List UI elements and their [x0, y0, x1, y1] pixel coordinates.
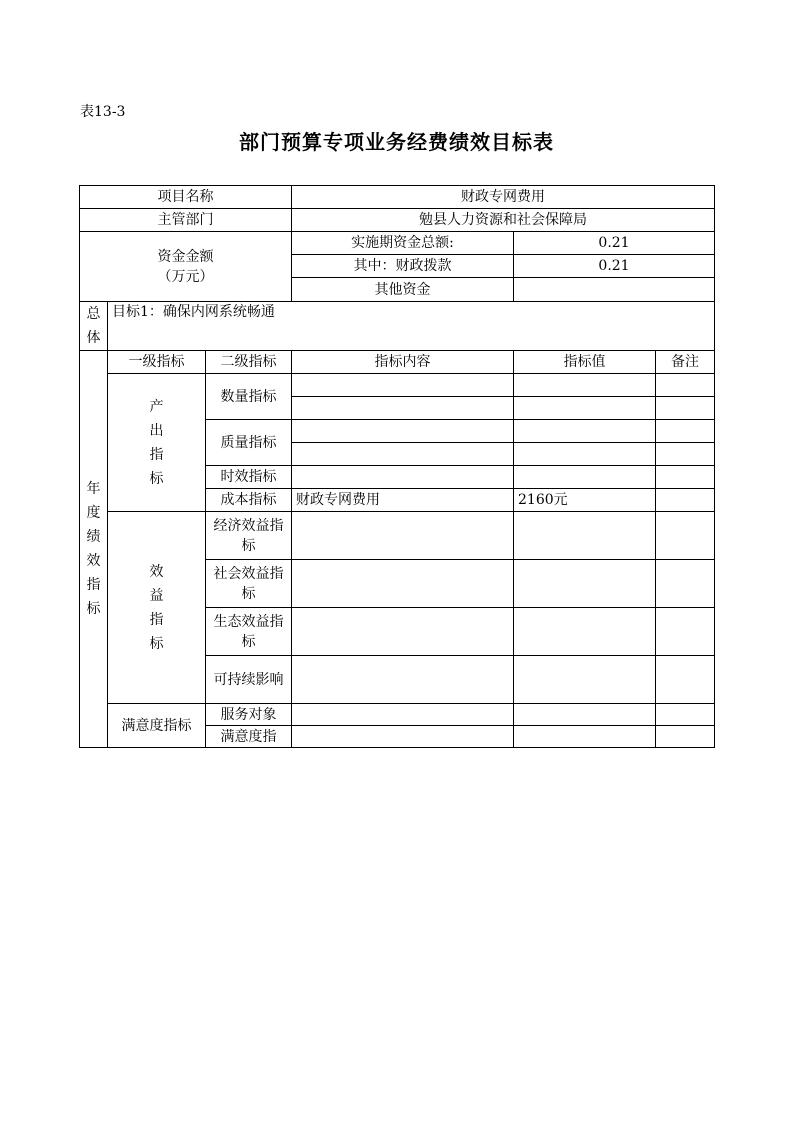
annual-indicator-cell: [80, 351, 108, 748]
table-row: [80, 374, 715, 397]
fund-amount-cell: [80, 232, 292, 302]
project-name-label: 项目名称: [80, 186, 292, 209]
fund-total-label: 实施期资金总额:: [292, 232, 514, 255]
department-row: [80, 209, 715, 232]
department-value: 勉县人力资源和社会保障局: [292, 209, 715, 232]
satisfaction-indicator: 满意度指标: [108, 704, 206, 748]
form-number: 表13-3: [80, 104, 126, 120]
satisfaction-label-cont: 满意度指: [206, 726, 292, 748]
project-name-value: 财政专网费用: [292, 186, 715, 209]
fund-total-value: 0.21: [514, 232, 715, 255]
fiscal-fund-label: 其中：财政拨款: [292, 255, 514, 278]
other-fund-value: [514, 278, 715, 302]
timeliness-indicator: 时效指标: [206, 466, 292, 489]
fund-amount-unit: （万元）: [157, 268, 214, 285]
other-fund-label: 其他资金: [292, 278, 514, 302]
col-value: 指标值: [514, 351, 656, 374]
fund-amount-label: 资金金额: [157, 248, 214, 265]
indicator-header-row: [80, 351, 715, 374]
project-name-row: [80, 186, 715, 209]
economic-benefit-indicator: 经济效益指标: [206, 512, 292, 560]
overall-label: 总体: [86, 306, 101, 346]
quantity-indicator: 数量指标: [206, 374, 292, 420]
overall-goal-row: [80, 302, 715, 351]
cost-content: 财政专网费用: [292, 489, 514, 512]
benefit-indicator-label: 效益指标: [149, 563, 164, 652]
department-label: 主管部门: [80, 209, 292, 232]
annual-indicator-label: 年度绩效指标: [86, 481, 101, 617]
overall-label-cell: [80, 302, 108, 351]
benefit-indicator-cell: [108, 512, 206, 704]
fund-total-row: [80, 232, 715, 255]
service-object-label: 服务对象: [206, 704, 292, 726]
quality-indicator: 质量指标: [206, 420, 292, 466]
overall-goal-text: 目标1：确保内网系统畅通: [108, 302, 715, 351]
cost-indicator: 成本指标: [206, 489, 292, 512]
performance-goal-table: [79, 185, 715, 748]
social-benefit-indicator: 社会效益指标: [206, 560, 292, 608]
table-row: [80, 512, 715, 560]
sustainable-impact-indicator: 可持续影响: [206, 656, 292, 704]
col-level1: 一级指标: [108, 351, 206, 374]
fiscal-fund-value: 0.21: [514, 255, 715, 278]
col-content: 指标内容: [292, 351, 514, 374]
col-level2: 二级指标: [206, 351, 292, 374]
ecological-benefit-indicator: 生态效益指标: [206, 608, 292, 656]
output-indicator-label: 产出指标: [149, 398, 164, 487]
cost-value: 2160元: [514, 489, 656, 512]
col-note: 备注: [656, 351, 715, 374]
table-row: [80, 704, 715, 726]
page-title: 部门预算专项业务经费绩效目标表: [239, 130, 554, 154]
output-indicator-cell: [108, 374, 206, 512]
